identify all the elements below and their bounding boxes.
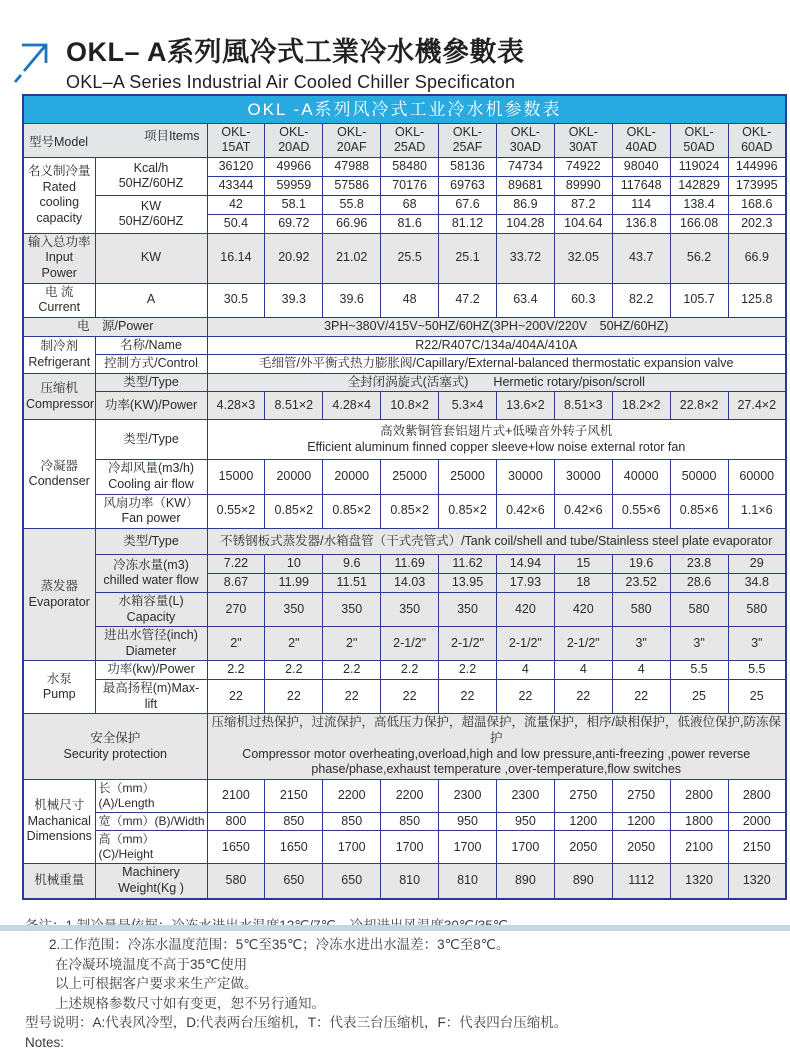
value-cell: 1.1×6 <box>728 494 786 528</box>
category-condenser: 冷凝器 Condenser <box>23 420 95 529</box>
value-cell: 2" <box>207 627 265 661</box>
value-cell: 43344 <box>207 176 265 195</box>
corner-model-label: 型号Model <box>29 134 89 149</box>
item-pump-power: 功率(kw)/Power <box>95 661 207 680</box>
item-refrigerant-control: 控制方式/Control <box>95 355 207 374</box>
value-cell: 144996 <box>728 157 786 176</box>
value-cell: 81.12 <box>439 214 497 233</box>
value-cell: 82.2 <box>612 283 670 317</box>
value-cell: 34.8 <box>728 573 786 592</box>
value-cell: 350 <box>381 592 439 626</box>
item-weight-label: Machinery Weight(Kg ) <box>95 864 207 899</box>
value-cell: 4 <box>554 661 612 680</box>
value-cell: 43.7 <box>612 233 670 283</box>
item-width: 宽（mm）(B)/Width <box>95 812 207 831</box>
value-cell: 23.8 <box>670 554 728 573</box>
value-cell: 2300 <box>496 779 554 812</box>
value-cell: 136.8 <box>612 214 670 233</box>
value-cell: 86.9 <box>496 195 554 214</box>
value-cell: 0.85×2 <box>323 494 381 528</box>
item-kcal-label: Kcal/h 50HZ/60HZ <box>95 157 207 195</box>
value-cell: 50000 <box>670 460 728 494</box>
table-row <box>23 714 786 780</box>
value-cell: 11.51 <box>323 573 381 592</box>
value-cell: 850 <box>265 812 323 831</box>
value-cell: 25000 <box>381 460 439 494</box>
value-cell: 20.92 <box>265 233 323 283</box>
value-cell: 30000 <box>496 460 554 494</box>
value-cell: 1200 <box>612 812 670 831</box>
value-cell: 58480 <box>381 157 439 176</box>
value-cell: 850 <box>323 812 381 831</box>
value-cell: 3" <box>728 627 786 661</box>
value-cell: 22 <box>496 680 554 714</box>
table-row <box>23 355 786 374</box>
item-chilled-water-flow: 冷冻水量(m3) chilled water flow <box>95 554 207 592</box>
value-cell: 18 <box>554 573 612 592</box>
table-row <box>23 627 786 661</box>
table-row <box>23 283 786 317</box>
table-row <box>23 233 786 283</box>
model-header: OKL- 60AD <box>728 123 786 157</box>
value-cell: 22 <box>554 680 612 714</box>
value-cell: 33.72 <box>496 233 554 283</box>
value-cell: 2300 <box>439 779 497 812</box>
value-cell: 18.2×2 <box>612 392 670 420</box>
value-cell: 23.52 <box>612 573 670 592</box>
value-cell: 166.08 <box>670 214 728 233</box>
value-cell: 21.02 <box>323 233 381 283</box>
value-cell: 60000 <box>728 460 786 494</box>
model-header: OKL- 15AT <box>207 123 265 157</box>
category-rated-cooling: 名义制冷量 Rated cooling capacity <box>23 157 95 233</box>
value-cell: 8.67 <box>207 573 265 592</box>
value-cell: 60.3 <box>554 283 612 317</box>
value-cell: 47.2 <box>439 283 497 317</box>
value-cell: 2.2 <box>207 661 265 680</box>
value-cell: 202.3 <box>728 214 786 233</box>
value-cell: 1650 <box>207 831 265 864</box>
value-cell: 20000 <box>265 460 323 494</box>
value-cell: 39.6 <box>323 283 381 317</box>
value-cell: 25 <box>670 680 728 714</box>
value-cell: 30000 <box>554 460 612 494</box>
value-cell: 1800 <box>670 812 728 831</box>
value-cell: 2000 <box>728 812 786 831</box>
value-cell: 2100 <box>670 831 728 864</box>
value-cell: 8.51×3 <box>554 392 612 420</box>
item-condenser-type: 类型/Type <box>95 420 207 460</box>
value-refrigerant-name: R22/R407C/134a/404A/410A <box>207 336 786 355</box>
value-cell: 47988 <box>323 157 381 176</box>
table-row <box>23 779 786 812</box>
value-cell: 70176 <box>381 176 439 195</box>
value-cell: 55.8 <box>323 195 381 214</box>
value-cell: 66.9 <box>728 233 786 283</box>
value-cell: 89681 <box>496 176 554 195</box>
category-input-power: 输入总功率 Input Power <box>23 233 95 283</box>
value-cell: 2-1/2" <box>554 627 612 661</box>
value-cell: 2750 <box>554 779 612 812</box>
value-cell: 58136 <box>439 157 497 176</box>
table-row <box>23 661 786 680</box>
value-power-source: 3PH~380V/415V~50HZ/60HZ(3PH~200V/220V 50HZ/60HZ) <box>207 317 786 336</box>
value-cell: 25.5 <box>381 233 439 283</box>
value-cell: 8.51×2 <box>265 392 323 420</box>
value-cell: 4 <box>612 661 670 680</box>
value-cell: 14.03 <box>381 573 439 592</box>
value-refrigerant-control: 毛细管/外平衡式热力膨胀阀/Capillary/External-balanced thermostatic expansion valve <box>207 355 786 374</box>
table-row <box>23 317 786 336</box>
value-cell: 350 <box>323 592 381 626</box>
label-security-protection: 安全保护 Security protection <box>23 714 207 780</box>
value-cell: 650 <box>323 864 381 899</box>
value-cell: 14.94 <box>496 554 554 573</box>
value-cell: 2.2 <box>381 661 439 680</box>
notes <box>25 916 790 1052</box>
value-cell: 0.85×2 <box>439 494 497 528</box>
value-cell: 39.3 <box>265 283 323 317</box>
value-cell: 10 <box>265 554 323 573</box>
category-evaporator: 蒸发器 Evaporator <box>23 528 95 661</box>
value-cell: 0.85×6 <box>670 494 728 528</box>
value-cell: 4.28×3 <box>207 392 265 420</box>
value-cell: 1112 <box>612 864 670 899</box>
category-weight: 机械重量 <box>23 864 95 899</box>
value-cell: 117648 <box>612 176 670 195</box>
value-cell: 13.6×2 <box>496 392 554 420</box>
note-line: 以上可根据客户要求来生产定做。 <box>55 976 258 992</box>
value-cell: 0.55×2 <box>207 494 265 528</box>
value-cell: 2150 <box>265 779 323 812</box>
value-cell: 9.6 <box>323 554 381 573</box>
value-cell: 104.64 <box>554 214 612 233</box>
value-cell: 25 <box>728 680 786 714</box>
value-cell: 25000 <box>439 460 497 494</box>
model-header: OKL- 30AT <box>554 123 612 157</box>
value-cell: 1700 <box>439 831 497 864</box>
table-row <box>23 460 786 494</box>
model-header-row <box>23 123 786 157</box>
value-cell: 67.6 <box>439 195 497 214</box>
table-row <box>23 392 786 420</box>
value-cell: 10.8×2 <box>381 392 439 420</box>
category-dimensions: 机械尺寸 Machanical Dimensions <box>23 779 95 864</box>
item-current-unit: A <box>95 283 207 317</box>
value-condenser-type: 高效紫铜管套铝翅片式+低噪音外转子风机 Efficient aluminum finned copper sleeve+low noise external rotor fan <box>207 420 786 460</box>
table-row <box>23 864 786 899</box>
category-current: 电 流 Current <box>23 283 95 317</box>
value-cell: 580 <box>207 864 265 899</box>
item-fan-power: 风扇功率（KW） Fan power <box>95 494 207 528</box>
value-evaporator-type: 不锈钢板式蒸发器/水箱盘管（干式壳管式）/Tank coil/shell and tube/Stainless steel plate evaporator <box>207 528 786 554</box>
value-cell: 580 <box>670 592 728 626</box>
value-cell: 28.6 <box>670 573 728 592</box>
category-pump: 水泵 Pump <box>23 661 95 714</box>
model-header: OKL- 50AD <box>670 123 728 157</box>
value-cell: 114 <box>612 195 670 214</box>
value-cell: 2-1/2" <box>381 627 439 661</box>
value-cell: 29 <box>728 554 786 573</box>
item-height: 高（mm）(C)/Height <box>95 831 207 864</box>
model-header: OKL- 40AD <box>612 123 670 157</box>
value-cell: 58.1 <box>265 195 323 214</box>
value-cell: 420 <box>554 592 612 626</box>
table-row <box>23 592 786 626</box>
value-cell: 810 <box>439 864 497 899</box>
value-cell: 950 <box>439 812 497 831</box>
value-cell: 1700 <box>323 831 381 864</box>
note-line: 在冷凝环境温度不高于35℃使用 <box>55 956 248 972</box>
value-cell: 15000 <box>207 460 265 494</box>
value-cell: 125.8 <box>728 283 786 317</box>
value-cell: 270 <box>207 592 265 626</box>
value-cell: 2.2 <box>265 661 323 680</box>
note-line: Notes: <box>25 1034 65 1050</box>
value-cell: 22 <box>381 680 439 714</box>
value-cell: 420 <box>496 592 554 626</box>
item-compressor-type: 类型/Type <box>95 373 207 392</box>
value-cell: 15 <box>554 554 612 573</box>
value-cell: 4 <box>496 661 554 680</box>
value-cell: 17.93 <box>496 573 554 592</box>
value-cell: 59959 <box>265 176 323 195</box>
label-power-source: 电 源/Power <box>23 317 207 336</box>
value-cell: 168.6 <box>728 195 786 214</box>
page-subtitle: OKL–A Series Industrial Air Cooled Chiller Specificaton <box>66 72 516 92</box>
note-line: 型号说明：A:代表风冷型，D:代表两台压缩机，T：代表三台压缩机，F：代表四台压缩机。 <box>25 1015 568 1031</box>
table-title-row <box>23 95 786 123</box>
table-row <box>23 373 786 392</box>
page-title: OKL– A系列風冷式工業冷水機參數表 <box>66 37 525 67</box>
note-line: 2.工作范围：冷冻水温度范围：5℃至35℃；冷冻水进出水温差：3℃至8℃。 <box>49 937 510 953</box>
corner-cell <box>23 123 207 157</box>
value-cell: 69763 <box>439 176 497 195</box>
value-cell: 13.95 <box>439 573 497 592</box>
value-cell: 5.3×4 <box>439 392 497 420</box>
value-cell: 69.72 <box>265 214 323 233</box>
value-cell: 1700 <box>496 831 554 864</box>
table-row <box>23 157 786 176</box>
table-row <box>23 420 786 460</box>
value-cell: 0.85×2 <box>265 494 323 528</box>
value-cell: 42 <box>207 195 265 214</box>
value-cell: 580 <box>728 592 786 626</box>
value-cell: 4.28×4 <box>323 392 381 420</box>
note-line: 上述规格参数尺寸如有变更，恕不另行通知。 <box>55 995 325 1011</box>
value-cell: 580 <box>612 592 670 626</box>
value-cell: 105.7 <box>670 283 728 317</box>
value-cell: 57586 <box>323 176 381 195</box>
value-cell: 2.2 <box>323 661 381 680</box>
value-cell: 81.6 <box>381 214 439 233</box>
model-header: OKL- 30AD <box>496 123 554 157</box>
model-header: OKL- 20AD <box>265 123 323 157</box>
value-cell: 19.6 <box>612 554 670 573</box>
value-cell: 11.99 <box>265 573 323 592</box>
value-cell: 0.55×6 <box>612 494 670 528</box>
value-cell: 138.4 <box>670 195 728 214</box>
up-right-arrow-icon <box>13 33 51 88</box>
value-cell: 142829 <box>670 176 728 195</box>
value-cell: 48 <box>381 283 439 317</box>
value-cell: 2150 <box>728 831 786 864</box>
value-cell: 2" <box>323 627 381 661</box>
category-refrigerant: 制冷剂 Refrigerant <box>23 336 95 373</box>
value-cell: 890 <box>554 864 612 899</box>
value-cell: 56.2 <box>670 233 728 283</box>
value-cell: 98040 <box>612 157 670 176</box>
value-cell: 104.28 <box>496 214 554 233</box>
corner-items-label: 项目Items <box>143 129 200 144</box>
value-cell: 22 <box>612 680 670 714</box>
value-cell: 22 <box>439 680 497 714</box>
value-cell: 2800 <box>670 779 728 812</box>
value-cell: 22 <box>323 680 381 714</box>
table-row <box>23 812 786 831</box>
item-length: 长（mm）(A)/Length <box>95 779 207 812</box>
table-row <box>23 195 786 214</box>
table-row <box>23 554 786 573</box>
table-row <box>23 831 786 864</box>
value-cell: 2-1/2" <box>439 627 497 661</box>
table-row <box>23 494 786 528</box>
value-cell: 0.42×6 <box>554 494 612 528</box>
model-header: OKL- 20AF <box>323 123 381 157</box>
value-cell: 3" <box>670 627 728 661</box>
value-compressor-type: 全封闭涡旋式(活塞式) Hermetic rotary/pison/scroll <box>207 373 786 392</box>
value-cell: 3" <box>612 627 670 661</box>
value-cell: 11.69 <box>381 554 439 573</box>
value-cell: 1700 <box>381 831 439 864</box>
value-cell: 89990 <box>554 176 612 195</box>
value-cell: 74734 <box>496 157 554 176</box>
value-cell: 0.85×2 <box>381 494 439 528</box>
value-cell: 40000 <box>612 460 670 494</box>
value-cell: 850 <box>381 812 439 831</box>
value-cell: 63.4 <box>496 283 554 317</box>
table-row <box>23 336 786 355</box>
bottom-strip <box>0 925 790 931</box>
value-security-protection: 压缩机过热保护，过流保护，高低压力保护，超温保护，流量保护，相序/缺相保护，低液位保护,防冻保护 Compressor motor overheating,overload,high and low pressure,anti-freezing ,power reverse phase/phase,exhaust temperature ,over-temperature,flow switches <box>207 714 786 780</box>
value-cell: 49966 <box>265 157 323 176</box>
value-cell: 74922 <box>554 157 612 176</box>
value-cell: 22.8×2 <box>670 392 728 420</box>
value-cell: 22 <box>265 680 323 714</box>
item-refrigerant-name: 名称/Name <box>95 336 207 355</box>
value-cell: 350 <box>265 592 323 626</box>
value-cell: 2050 <box>612 831 670 864</box>
value-cell: 2-1/2" <box>496 627 554 661</box>
value-cell: 22 <box>207 680 265 714</box>
value-cell: 2750 <box>612 779 670 812</box>
value-cell: 27.4×2 <box>728 392 786 420</box>
value-cell: 5.5 <box>728 661 786 680</box>
value-cell: 2200 <box>381 779 439 812</box>
item-pipe-diameter: 进出水管径(inch) Diameter <box>95 627 207 661</box>
page-header <box>0 0 790 94</box>
value-cell: 7.22 <box>207 554 265 573</box>
value-cell: 50.4 <box>207 214 265 233</box>
value-cell: 2200 <box>323 779 381 812</box>
item-evaporator-type: 类型/Type <box>95 528 207 554</box>
value-cell: 950 <box>496 812 554 831</box>
value-cell: 32.05 <box>554 233 612 283</box>
value-cell: 25.1 <box>439 233 497 283</box>
item-input-power-unit: KW <box>95 233 207 283</box>
item-kw-label: KW 50HZ/60HZ <box>95 195 207 233</box>
item-tank-capacity: 水箱容量(L) Capacity <box>95 592 207 626</box>
item-pump-lift: 最高扬程(m)Max-lift <box>95 680 207 714</box>
value-cell: 2800 <box>728 779 786 812</box>
value-cell: 0.42×6 <box>496 494 554 528</box>
value-cell: 350 <box>439 592 497 626</box>
model-header: OKL- 25AF <box>439 123 497 157</box>
value-cell: 2050 <box>554 831 612 864</box>
value-cell: 173995 <box>728 176 786 195</box>
model-header: OKL- 25AD <box>381 123 439 157</box>
value-cell: 119024 <box>670 157 728 176</box>
value-cell: 20000 <box>323 460 381 494</box>
spec-table <box>22 94 787 900</box>
value-cell: 11.62 <box>439 554 497 573</box>
value-cell: 5.5 <box>670 661 728 680</box>
value-cell: 30.5 <box>207 283 265 317</box>
value-cell: 1650 <box>265 831 323 864</box>
value-cell: 650 <box>265 864 323 899</box>
value-cell: 1200 <box>554 812 612 831</box>
value-cell: 800 <box>207 812 265 831</box>
value-cell: 68 <box>381 195 439 214</box>
value-cell: 810 <box>381 864 439 899</box>
value-cell: 1320 <box>728 864 786 899</box>
value-cell: 36120 <box>207 157 265 176</box>
value-cell: 2" <box>265 627 323 661</box>
value-cell: 66.96 <box>323 214 381 233</box>
table-row <box>23 528 786 554</box>
value-cell: 2.2 <box>439 661 497 680</box>
value-cell: 1320 <box>670 864 728 899</box>
value-cell: 87.2 <box>554 195 612 214</box>
table-row <box>23 680 786 714</box>
value-cell: 2100 <box>207 779 265 812</box>
table-title: OKL -A系列风冷式工业冷水机参数表 <box>23 95 786 123</box>
value-cell: 890 <box>496 864 554 899</box>
item-compressor-power: 功率(KW)/Power <box>95 392 207 420</box>
value-cell: 16.14 <box>207 233 265 283</box>
item-cooling-air-flow: 冷却风量(m3/h) Cooling air flow <box>95 460 207 494</box>
category-compressor: 压缩机 Compressor <box>23 373 95 420</box>
